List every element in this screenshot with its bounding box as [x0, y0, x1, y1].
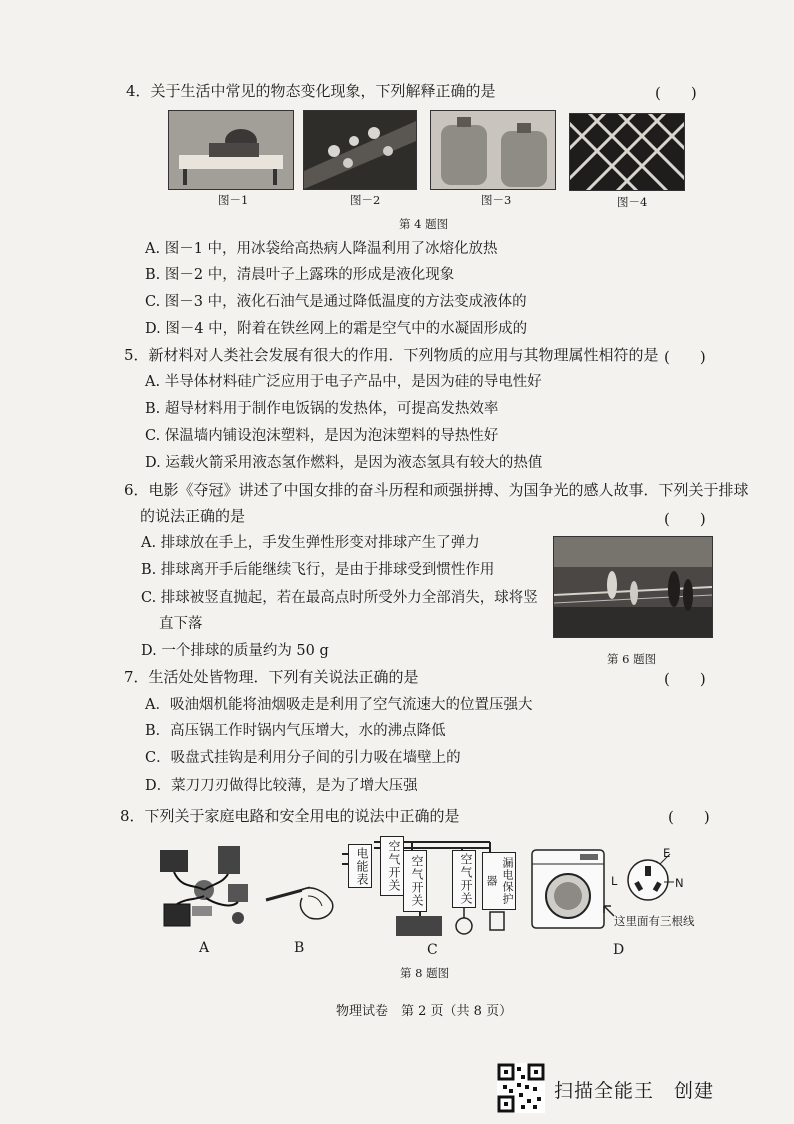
q4-option-d: D. 图－4 中，附着在铁丝网上的霜是空气中的水凝固形成的: [145, 321, 528, 337]
q8-plug-label-n: N: [675, 876, 684, 890]
q5-answer-paren: ( ): [664, 348, 706, 366]
q4-answer-paren: ( ): [655, 84, 697, 102]
q7-answer-paren: ( ): [664, 670, 706, 688]
q4-option-b: B. 图－2 中，清晨叶子上露珠的形成是液化现象: [145, 267, 455, 283]
q8-air-switch-3: 空气开关: [452, 850, 476, 908]
q7-option-c: C．吸盘式挂钩是利用分子间的引力吸在墙壁上的: [145, 750, 461, 766]
q8-plug-label-e: E: [663, 846, 671, 860]
frost-wire-mesh-image: [570, 114, 684, 190]
q6-option-c-continued: 直下落: [159, 616, 203, 632]
gas-cylinder-image: [431, 111, 555, 189]
q5-option-d: D. 运载火箭采用液态氢作燃料，是因为液态氢具有较大的热值: [145, 455, 543, 471]
q8-annotation: 这里面有三根线: [614, 914, 695, 928]
q8-panel-label-a: A: [199, 940, 210, 956]
q8-panel-label-c: C: [427, 942, 438, 958]
q4-figure-label-1: 图－1: [218, 193, 249, 207]
q4-figure-2: [303, 110, 417, 190]
q4-figure-3: [430, 110, 556, 190]
q6-stem-line-2: 的说法正确的是: [140, 507, 246, 525]
q6-option-d: D. 一个排球的质量约为 50 g: [141, 643, 329, 659]
q7-option-d: D．菜刀刀刃做得比较薄，是为了增大压强: [145, 778, 418, 794]
q4-option-a: A. 图－1 中，用冰袋给高热病人降温利用了冰熔化放热: [145, 241, 498, 257]
q8-panel-label-d: D: [613, 942, 625, 958]
q8-air-switch-1: 空气开关: [380, 836, 404, 896]
q4-caption: 第 4 题图: [399, 217, 449, 231]
q8-panel-a-appliances: [152, 840, 262, 930]
q5-option-a: A. 半导体材料硅广泛应用于电子产品中，是因为硅的导电性好: [145, 374, 542, 390]
q4-figure-1: [168, 110, 294, 190]
q6-figure-volleyball: [553, 536, 713, 638]
page-footer: 物理试卷 第 2 页（共 8 页）: [336, 1004, 513, 1019]
q8-leakage-protector: 漏电保护器: [482, 852, 516, 910]
q6-option-c: C. 排球被竖直抛起，若在最高点时所受外力全部消失，球将竖: [141, 590, 538, 606]
dew-leaf-image: [304, 111, 416, 189]
q5-stem: 5．新材料对人类社会发展有很大的作用．下列物质的应用与其物理属性相符的是: [124, 346, 659, 364]
scanner-watermark: 扫描全能王 创建: [554, 1080, 715, 1102]
q7-option-a: A．吸油烟机能将油烟吸走是利用了空气流速大的位置压强大: [145, 697, 533, 713]
q7-option-b: B．高压锅工作时锅内气压增大，水的沸点降低: [145, 723, 446, 739]
q8-panel-label-b: B: [294, 940, 305, 956]
patient-bed-image: [169, 111, 293, 189]
q8-three-pin-plug-icon: [620, 850, 680, 906]
q6-option-a: A. 排球放在手上，手发生弹性形变对排球产生了弹力: [141, 535, 480, 551]
q4-option-c: C. 图－3 中，液化石油气是通过降低温度的方法变成液体的: [145, 294, 527, 310]
q8-air-switch-2: 空气开关: [403, 850, 427, 912]
q6-answer-paren: ( ): [664, 510, 706, 528]
q8-panel-d-washing-machine: [530, 848, 610, 932]
q8-plug-label-l: L: [611, 874, 618, 888]
volleyball-match-image: [554, 537, 712, 637]
q4-figure-label-3: 图－3: [481, 193, 512, 207]
q8-panel-b-test-pen: [262, 878, 342, 928]
q5-option-c: C. 保温墙内铺设泡沫塑料，是因为泡沫塑料的导热性好: [145, 428, 499, 444]
q8-meter-box: 电能表: [348, 844, 372, 888]
q4-figure-label-4: 图－4: [617, 195, 648, 209]
q6-caption: 第 6 题图: [607, 652, 657, 666]
qr-code-icon: [497, 1063, 545, 1113]
q6-option-b: B. 排球离开手后能继续飞行，是由于排球受到惯性作用: [141, 562, 495, 578]
q4-stem: 4．关于生活中常见的物态变化现象，下列解释正确的是: [126, 82, 496, 100]
q8-answer-paren: ( ): [668, 808, 710, 826]
q8-caption: 第 8 题图: [400, 966, 450, 980]
q7-stem: 7．生活处处皆物理．下列有关说法正确的是: [124, 668, 419, 686]
q4-figure-4: [569, 113, 685, 191]
q8-stem: 8．下列关于家庭电路和安全用电的说法中正确的是: [120, 807, 460, 825]
q6-stem-line-1: 6．电影《夺冠》讲述了中国女排的奋斗历程和顽强拼搏、为国争光的感人故事．下列关于排球: [124, 481, 749, 499]
q4-figure-label-2: 图－2: [350, 193, 381, 207]
q5-option-b: B. 超导材料用于制作电饭锅的发热体，可提高发热效率: [145, 401, 499, 417]
